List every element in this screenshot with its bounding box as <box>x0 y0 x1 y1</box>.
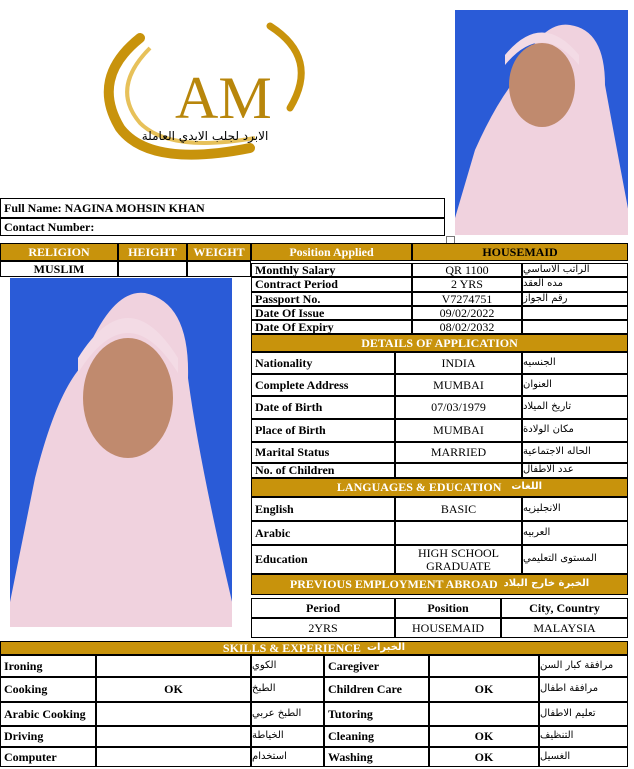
skill-label: Computer <box>0 747 96 767</box>
contract-arabic: مده العقد <box>522 277 628 292</box>
skill-value <box>429 655 539 677</box>
skill-arabic: استخدام <box>251 747 324 767</box>
weight-value <box>187 261 251 277</box>
application-label: Nationality <box>251 352 395 374</box>
skills-title <box>0 641 628 655</box>
skill-value: OK <box>429 726 539 747</box>
skill-value: OK <box>429 747 539 767</box>
profile-photo-large <box>10 278 232 627</box>
application-arabic: الحاله الاجتماعية <box>522 442 628 463</box>
contract-label: Monthly Salary <box>251 263 412 277</box>
skill-label: Caregiver <box>324 655 429 677</box>
company-logo <box>80 18 330 178</box>
application-value: MUMBAI <box>395 419 522 442</box>
skills-title-text: SKILLS & EXPERIENCE <box>222 641 361 655</box>
skill-value <box>96 747 251 767</box>
skill-value: OK <box>429 677 539 702</box>
language-arabic: العربيه <box>522 521 628 545</box>
employment-cell: HOUSEMAID <box>395 618 501 638</box>
contract-label: Date Of Expiry <box>251 320 412 334</box>
application-value: 07/03/1979 <box>395 396 522 419</box>
contract-value: QR 1100 <box>412 263 522 277</box>
contact-row <box>0 218 445 236</box>
contract-value: 09/02/2022 <box>412 306 522 320</box>
position-applied-label: Position Applied <box>251 243 412 261</box>
application-arabic: العنوان <box>522 374 628 396</box>
application-label: Complete Address <box>251 374 395 396</box>
languages-title-arabic: اللغات <box>511 481 543 493</box>
application-value <box>395 463 522 478</box>
application-arabic: عدد الاطفال <box>522 463 628 478</box>
contract-value: 2 YRS <box>412 277 522 292</box>
skill-label: Tutoring <box>324 702 429 726</box>
application-label: Date of Birth <box>251 396 395 419</box>
position-applied-value: HOUSEMAID <box>412 243 628 261</box>
application-value: MUMBAI <box>395 374 522 396</box>
skill-arabic: الطبخ <box>251 677 324 702</box>
employment-header: Period <box>251 598 395 618</box>
application-title: DETAILS OF APPLICATION <box>251 334 628 352</box>
employment-header: City, Country <box>501 598 628 618</box>
height-value <box>118 261 187 277</box>
contract-value: V7274751 <box>412 292 522 306</box>
application-value: MARRIED <box>395 442 522 463</box>
language-label: Education <box>251 545 395 574</box>
employment-cell: 2YRS <box>251 618 395 638</box>
contract-label: Contract Period <box>251 277 412 292</box>
skill-arabic: تعليم الاطفال <box>539 702 628 726</box>
language-value <box>395 521 522 545</box>
full-name-label: Full Name: <box>4 200 62 215</box>
language-value: HIGH SCHOOL GRADUATE <box>395 545 522 574</box>
contract-label: Date Of Issue <box>251 306 412 320</box>
employment-title-arabic: الخبرة خارج البلاد <box>503 578 590 590</box>
application-value: INDIA <box>395 352 522 374</box>
language-value: BASIC <box>395 497 522 521</box>
skill-label: Arabic Cooking <box>0 702 96 726</box>
skill-label: Children Care <box>324 677 429 702</box>
skill-label: Ironing <box>0 655 96 677</box>
skills-title-arabic: الخبرات <box>366 641 406 653</box>
application-label: Place of Birth <box>251 419 395 442</box>
skill-value <box>429 702 539 726</box>
skill-arabic: الطبخ عربي <box>251 702 324 726</box>
skill-arabic: الخياطة <box>251 726 324 747</box>
skill-arabic: مرافقة اطفال <box>539 677 628 702</box>
skill-value <box>96 726 251 747</box>
employment-title-text: PREVIOUS EMPLOYMENT ABROAD <box>289 577 498 592</box>
skill-arabic: الكوي <box>251 655 324 677</box>
employment-title <box>251 574 628 595</box>
skill-value <box>96 702 251 726</box>
religion-header: RELIGION <box>0 243 118 261</box>
skill-arabic: التنظيف <box>539 726 628 747</box>
contract-arabic: رقم الجواز <box>522 292 628 306</box>
application-arabic: الجنسيه <box>522 352 628 374</box>
application-label: Marital Status <box>251 442 395 463</box>
languages-title <box>251 478 628 497</box>
languages-title-text: LANGUAGES & EDUCATION <box>336 480 502 495</box>
employment-cell: MALAYSIA <box>501 618 628 638</box>
language-arabic: الانجليزيه <box>522 497 628 521</box>
language-label: Arabic <box>251 521 395 545</box>
employment-header: Position <box>395 598 501 618</box>
profile-photo-small <box>455 10 628 235</box>
logo-letters: AM <box>175 65 272 131</box>
contract-arabic: الراتب الاساسي <box>522 263 628 277</box>
application-arabic: تاريخ الميلاد <box>522 396 628 419</box>
weight-header: WEIGHT <box>187 243 251 261</box>
contract-label: Passport No. <box>251 292 412 306</box>
skill-value <box>96 655 251 677</box>
skill-value: OK <box>96 677 251 702</box>
height-header: HEIGHT <box>118 243 187 261</box>
full-name-row <box>0 198 445 218</box>
application-arabic: مكان الولادة <box>522 419 628 442</box>
logo-tagline: الابرد لجلب الايدي العاملة <box>141 129 269 143</box>
skill-label: Cooking <box>0 677 96 702</box>
contract-arabic <box>522 306 628 320</box>
skill-label: Driving <box>0 726 96 747</box>
skill-label: Cleaning <box>324 726 429 747</box>
full-name-value: NAGINA MOHSIN KHAN <box>64 200 205 215</box>
contact-label: Contact Number: <box>4 219 95 234</box>
contract-arabic <box>522 320 628 334</box>
skill-arabic: مرافقة كبار السن <box>539 655 628 677</box>
language-label: English <box>251 497 395 521</box>
contract-value: 08/02/2032 <box>412 320 522 334</box>
religion-value: MUSLIM <box>0 261 118 277</box>
language-arabic: المستوى التعليمي <box>522 545 628 574</box>
application-label: No. of Children <box>251 463 395 478</box>
skill-arabic: الغسيل <box>539 747 628 767</box>
skill-label: Washing <box>324 747 429 767</box>
